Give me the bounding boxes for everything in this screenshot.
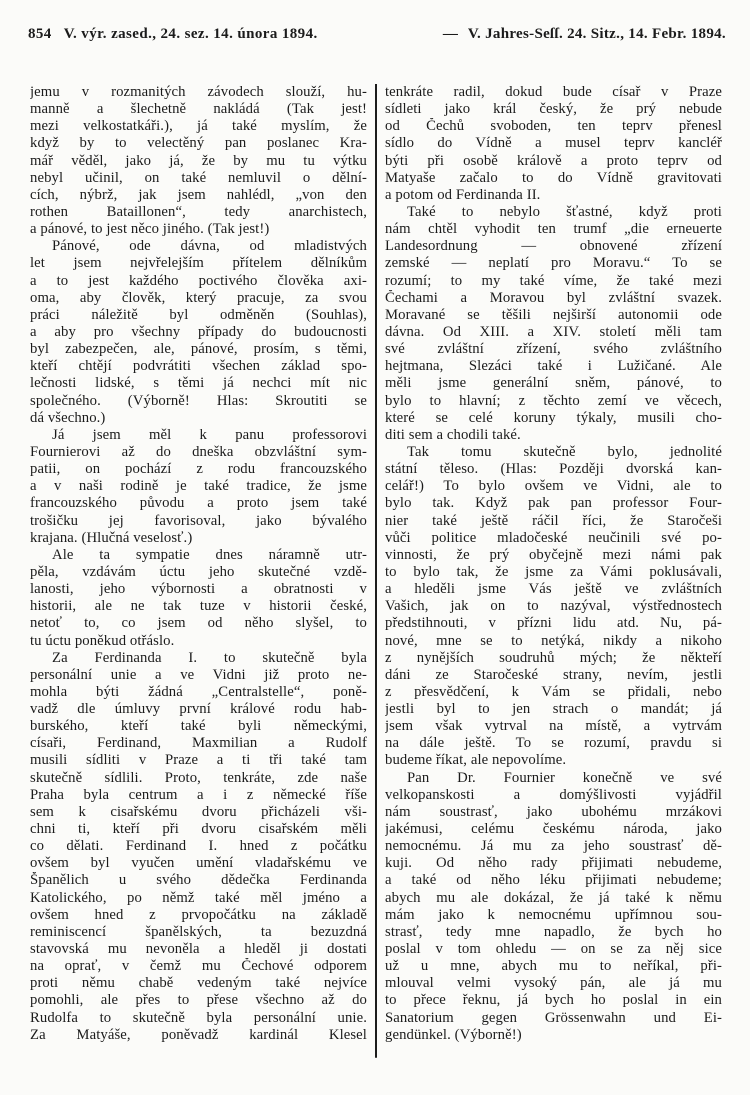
text-line: mezi velkostatkáři.), já také myslím, že <box>30 118 367 135</box>
text-line: Čechami a Moravou byl zvláštní svazek. <box>385 289 722 306</box>
text-line: a aby pro všechny případy do budoucnosti <box>30 323 367 340</box>
text-line: dávna. Od XIII. a XIV. století měli tam <box>385 323 722 340</box>
text-line: a také od něho léku přijimati nebudeme; <box>385 872 722 889</box>
header-left <box>28 26 433 43</box>
text-line: mohla býti žádná „Centralstelle“, poně- <box>30 683 367 700</box>
right-column <box>385 84 722 1044</box>
text-line: nier také ještě ráčil říci, že Staročeši <box>385 512 722 529</box>
text-line: budeme říkat, ale nepovolíme. <box>385 752 567 769</box>
text-line: lečnosti lidské, s těmi já nechci mít nic <box>30 375 367 392</box>
text-line: pomohli, ale přes to přese všechno až do <box>30 992 367 1009</box>
text-line: ovšem hned z prvopočátku na základě <box>30 906 367 923</box>
text-line: velkopanskosti a domýšlivosti vyjádřil <box>385 786 722 803</box>
text-line: sídlo do Vídně a musel teprv kancléř <box>385 135 722 152</box>
text-line: vadž dle úmluvy první králové rodu hab- <box>30 701 367 718</box>
text-line: burského, kteří také byli německými, <box>30 718 367 735</box>
text-line: proti němu chabě vedeným také nejvíce <box>30 975 367 992</box>
text-line: stavovská mu nevoněla a hleděl ji dostati <box>30 941 367 958</box>
text-line: Já jsem měl k panu professorovi <box>52 426 367 443</box>
text-line: ovšem byl vyučen umění vladařskému ve <box>30 855 367 872</box>
text-line: Za Matyáše, poněvadž kardinál Klesel <box>30 1026 367 1043</box>
text-line: patii, on pochází z rodu francouzského <box>30 461 367 478</box>
header-right-text: V. Jahres-Seſſ. 24. Sitz., 14. Febr. 1894. <box>467 26 726 42</box>
page-number: 854 <box>28 26 52 42</box>
header-left-text: V. výr. zased., 24. sez. 14. února 1894. <box>63 26 318 42</box>
text-line: netoť to, co jsem od něho slyšel, to <box>30 615 367 632</box>
text-line: zemské — neplatí pro Moravu.“ To se <box>385 255 722 272</box>
left-column <box>30 84 367 1044</box>
text-line: tu úctu poněkud otřáslo. <box>30 632 175 649</box>
text-line: Rudolfa to skutečně byla personální unie. <box>30 1009 367 1026</box>
text-line: kuji. Od něho rady přijimati nebudeme, <box>385 855 722 872</box>
text-columns <box>30 84 722 1044</box>
text-line: společného. (Výborně! Hlas: Skroutiti se <box>30 392 367 409</box>
text-line: a hleděli jsme Vás ještě ve zvláštních <box>385 581 722 598</box>
text-line: Pánové, ode dávna, od mladistvých <box>52 238 367 255</box>
page-header <box>28 26 726 43</box>
text-line: Katolického, po němž také měl jméno a <box>30 889 367 906</box>
text-line: na oprať, v čemž mu Čechové odporem <box>30 958 367 975</box>
text-line: kteří chtějí podvrátiti všechen základ spo- <box>30 358 367 375</box>
text-line: trošičku jej favorisoval, jako bývalého <box>30 512 367 529</box>
text-line: Pan Dr. Fournier konečně ve své <box>407 769 722 786</box>
text-line: vůči politice mladočeské neučinili své po- <box>385 529 722 546</box>
text-line: už u mne, abych mu to neříkal, při- <box>385 958 722 975</box>
text-line: historii, ale ne tak tuze v historii české, <box>30 598 367 615</box>
text-line: Ale ta sympatie dnes náramně utr- <box>52 546 367 563</box>
text-line: Vašich, jak on to nazýval, výstřednostech <box>385 598 722 615</box>
text-line: dáni ze Staročeské strany, nevím, jestli <box>385 666 722 683</box>
text-line: a to jest každého poctivého člověka axi- <box>30 272 367 289</box>
text-line: cích, nýbrž, jak jsem nahlédl, „von den <box>30 186 367 203</box>
text-line: chni ti, kteří při dvoru cisařském měli <box>30 821 367 838</box>
text-line: Také to nebylo šťastné, když proti <box>407 203 722 220</box>
text-line: nám chtěl vyhodit ten trumf „die erneuerte <box>385 221 722 238</box>
text-line: a potom od Ferdinanda II. <box>385 186 541 203</box>
text-line: celář!) To bylo ovšem ve Vidni, ale to <box>385 478 722 495</box>
text-line: měli jsme generální sněm, pánové, to <box>385 375 722 392</box>
text-line: co dělati. Ferdinand I. hned z počátku <box>30 838 367 855</box>
text-line: skutečně sídlili. Proto, tenkráte, zde naše <box>30 769 367 786</box>
text-line: musili sídliti v Praze a ti tři také tam <box>30 752 367 769</box>
text-line: krajana. (Hlučná veselosť.) <box>30 529 193 546</box>
text-line: Fournierovi až do dneška obzvláštní sym- <box>30 443 367 460</box>
text-line: rothen Bataillonen“, tedy anarchistech, <box>30 203 367 220</box>
text-line: bylo to hlavní; z těchto zemí ve věcech, <box>385 392 722 409</box>
text-line: když by to velectěný pan poslanec Kra- <box>30 135 367 152</box>
text-line: vinnosti, že prý obyčejně mezi námi pak <box>385 546 722 563</box>
text-line: poslal v tom ohledu — on se za něj sice <box>385 941 722 958</box>
text-line: bylo tak. Když pak pan professor Four- <box>385 495 722 512</box>
text-line: Matyaše začalo to do Vídně gravitovati <box>385 169 722 186</box>
text-line: hejtmana, Slezáci také i Lužičané. Ale <box>385 358 722 375</box>
text-line: Moravané se těšili nejširší autonomii ode <box>385 306 722 323</box>
text-line: Španělich u svého dědečka Ferdinanda <box>30 872 367 889</box>
text-line: a v naši rodině je také tradice, že jsme <box>30 478 367 495</box>
text-line: tenkráte radil, dokud bude císař v Praze <box>385 84 722 100</box>
text-line: nové, mne se to netýká, nikdy a nikoho <box>385 632 722 649</box>
text-line: sem k cisařskému dvoru přicházeli vši- <box>30 803 367 820</box>
text-line: od Čechů svoboden, ten teprv přenesl <box>385 118 722 135</box>
text-line: mlouval velmi vysoký pán, ale já mu <box>385 975 722 992</box>
text-line: z nynějších soudruhů mých; že někteří <box>385 649 722 666</box>
text-line: státní těleso. (Hlas: Později dvorská kan- <box>385 461 722 478</box>
text-line: práci náležitě byl odměněn (Souhlas), <box>30 306 367 323</box>
text-line: lanosti, jeho výbornosti a obratnosti v <box>30 581 367 598</box>
text-line: své zvláštní zřízení, svého zvláštního <box>385 341 722 358</box>
text-line: Tak tomu skutečně bylo, jednolité <box>407 443 722 460</box>
text-line: mám jako k nemocnému upřímnou sou- <box>385 906 722 923</box>
text-line: Za Ferdinanda I. to skutečně byla <box>52 649 367 666</box>
text-line: předstihnouti, v přízni lidu atd. Nu, pá- <box>385 615 722 632</box>
text-line: nebyl učinil, on také nemluvil o dělní- <box>30 169 367 186</box>
text-line: sídleti jako král český, že prý nebude <box>385 101 722 118</box>
text-line: dá všechno.) <box>30 409 106 426</box>
text-line: francouzského původu a proto jsem také <box>30 495 367 512</box>
text-line: rozumí; to my také víme, že také mezi <box>385 272 722 289</box>
text-line: z přesvědčení, k Vám se přidali, nebo <box>385 683 722 700</box>
text-line: Praha byla centrum a i z německé říše <box>30 786 367 803</box>
text-line: byl zabezpečen, ale, pánové, prosím, s těmi, <box>30 341 367 358</box>
text-line: císaři, Ferdinand, Maxmilian a Rudolf <box>30 735 367 752</box>
text-line: personální unie a ve Vidni již proto ne- <box>30 666 367 683</box>
text-line: jakémusi, celému českému národa, jako <box>385 821 722 838</box>
text-line: jestli byl to jen strach o mandát; já <box>385 701 722 718</box>
text-line: jsem však vytrval na místě, a vytrvám <box>385 718 722 735</box>
text-line: abych mu ale dokázal, že já také k němu <box>385 889 722 906</box>
text-line: mář věděl, jako já, že by mu tu výtku <box>30 152 367 169</box>
text-line: oma, aby člověk, který pracuje, za svou <box>30 289 367 306</box>
text-line: to bylo tak, že jsme za Vámi poklusávali, <box>385 563 722 580</box>
text-line: pěla, vzdávám úctu jeho skutečné vzdě- <box>30 563 367 580</box>
text-line: nám soustrasť, jako ubohému mrzákovi <box>385 803 722 820</box>
text-line: nemocnému. Já mu za jeho soustrasť dě- <box>385 838 722 855</box>
text-line: na dále ještě. To se rozumí, pravdu si <box>385 735 722 752</box>
text-line: jemu v rozmanitých závodech slouží, hu- <box>30 84 367 100</box>
text-line: diti sem a chodili také. <box>385 426 521 443</box>
text-line: let jsem nejvřelejším přítelem dělníkům <box>30 255 367 272</box>
text-line: manně a šlechetně nakládá (Tak jest! <box>30 101 367 118</box>
text-line: gendünkel. (Výborně!) <box>385 1026 522 1043</box>
text-line: Sanatorium gegen Grössenwahn und Ei- <box>385 1009 722 1026</box>
text-line: Landesordnung — obnovené zřízení <box>385 238 722 255</box>
text-line: a pánové, to jest něco jiného. (Tak jest!) <box>30 221 270 238</box>
text-line: to přece řeknu, já bych ho poslal in ein <box>385 992 722 1009</box>
text-line: strasť, tedy mne napadlo, že bych ho <box>385 923 722 940</box>
text-line: reminiscencí španělských, ta bezuzdná <box>30 923 367 940</box>
text-line: býti při osobě králově a proto teprv od <box>385 152 722 169</box>
header-separator-dash: — <box>442 26 458 42</box>
text-line: které se celé koruny týkaly, musili cho- <box>385 409 722 426</box>
